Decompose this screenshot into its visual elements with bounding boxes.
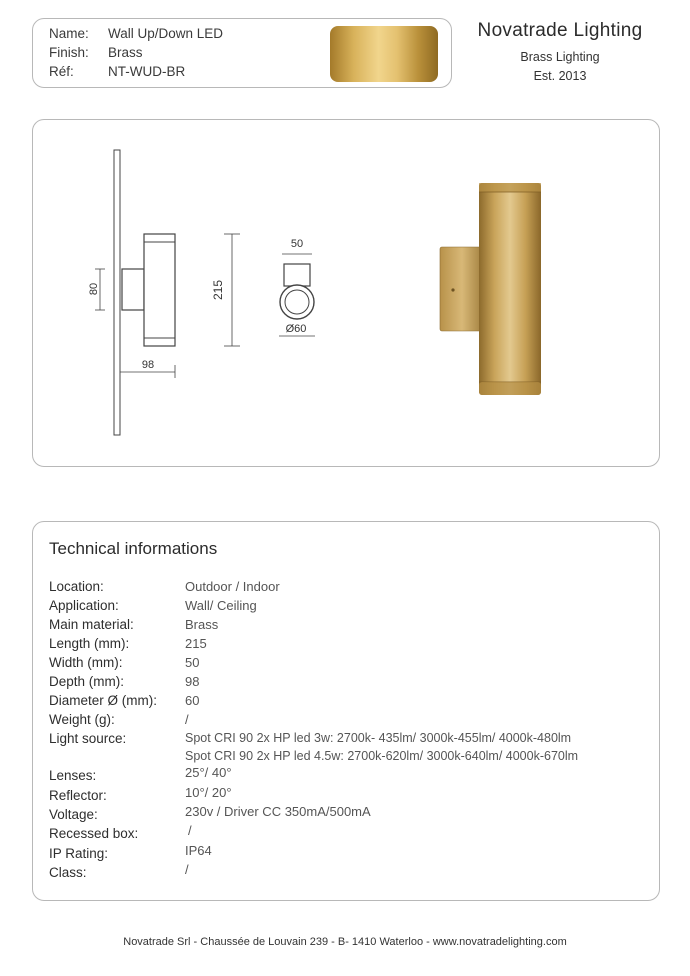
finish-value: Brass [108, 45, 143, 60]
spec-row [49, 579, 280, 594]
spec-value: 60 [185, 693, 200, 708]
spec-label: Depth (mm): [49, 674, 125, 689]
length-dimension [211, 234, 240, 346]
spec-value: 50 [185, 655, 200, 670]
spec-label: Application: [49, 598, 119, 613]
brand-name: Novatrade Lighting [477, 20, 643, 41]
spec-row [49, 598, 257, 613]
product-info-box [32, 18, 452, 88]
spec-value: Wall/ Ceiling [185, 598, 257, 613]
spec-label: Location: [49, 579, 104, 594]
technical-info-box [32, 521, 660, 901]
tech-title: Technical informations [49, 539, 218, 558]
spec-value: Spot CRI 90 2x HP led 3w: 2700k- 435lm/ 3000k-455lm/ 4000k-480lm [185, 731, 572, 745]
spec-label: IP Rating: [49, 846, 109, 861]
spec-value: / [185, 862, 189, 877]
spec-value: 25°/ 40° [185, 765, 232, 780]
dim-diameter: Ø60 [285, 323, 307, 335]
spec-row [49, 765, 232, 783]
dim-width: 50 [290, 238, 304, 250]
spec-value: Outdoor / Indoor [185, 579, 280, 594]
spec-label: Weight (g): [49, 712, 115, 727]
spec-row [49, 712, 189, 727]
name-label: Name: [49, 26, 89, 41]
spec-row [49, 674, 200, 689]
light-source-line-2: Spot CRI 90 2x HP led 4.5w: 2700k-620lm/ 3000k-640lm/ 4000k-670lm [185, 749, 579, 763]
product-image [440, 183, 541, 395]
technical-drawing [33, 120, 661, 468]
spec-row [49, 655, 200, 670]
spec-row [49, 785, 232, 803]
spec-label: Recessed box: [49, 826, 139, 841]
technical-drawing-box [32, 119, 660, 467]
spec-value: 10°/ 20° [185, 785, 232, 800]
spec-label: Reflector: [49, 788, 107, 803]
brand-established: Est. 2013 [533, 69, 587, 83]
spec-row [49, 636, 207, 651]
top-view [279, 238, 315, 336]
spec-value: IP64 [185, 843, 212, 858]
spec-row [49, 804, 371, 822]
spec-value: 230v / Driver CC 350mA/500mA [185, 804, 371, 819]
spec-row [49, 843, 212, 861]
name-value: Wall Up/Down LED [108, 26, 224, 41]
side-view [88, 150, 175, 435]
spec-row [49, 617, 219, 632]
spec-label: Light source: [49, 731, 127, 746]
spec-value: / [188, 823, 192, 838]
finish-label: Finish: [49, 45, 89, 60]
spec-row [49, 693, 200, 708]
spec-row [49, 862, 189, 880]
spec-label: Voltage: [49, 807, 98, 822]
dim-length: 215 [211, 279, 225, 301]
ref-label: Réf: [49, 64, 74, 79]
footer-address: Novatrade Srl - Chaussée de Louvain 239 - B- 1410 Waterloo - www.novatradelighting.com [123, 936, 567, 948]
spec-value: 98 [185, 674, 200, 689]
spec-value: Brass [185, 617, 219, 632]
spec-row [49, 731, 572, 746]
spec-label: Lenses: [49, 768, 97, 783]
spec-label: Width (mm): [49, 655, 123, 670]
brand-subtitle: Brass Lighting [520, 50, 600, 64]
brand-block [455, 20, 665, 83]
ref-value: NT-WUD-BR [108, 64, 186, 79]
dim-side-height: 80 [88, 282, 100, 296]
spec-label: Main material: [49, 617, 134, 632]
spec-value: 215 [185, 636, 207, 651]
spec-label: Class: [49, 865, 87, 880]
spec-label: Diameter Ø (mm): [49, 693, 157, 708]
finish-swatch [330, 26, 438, 82]
spec-row [49, 823, 192, 841]
spec-value: / [185, 712, 189, 727]
spec-label: Length (mm): [49, 636, 130, 651]
dim-depth: 98 [141, 359, 155, 371]
